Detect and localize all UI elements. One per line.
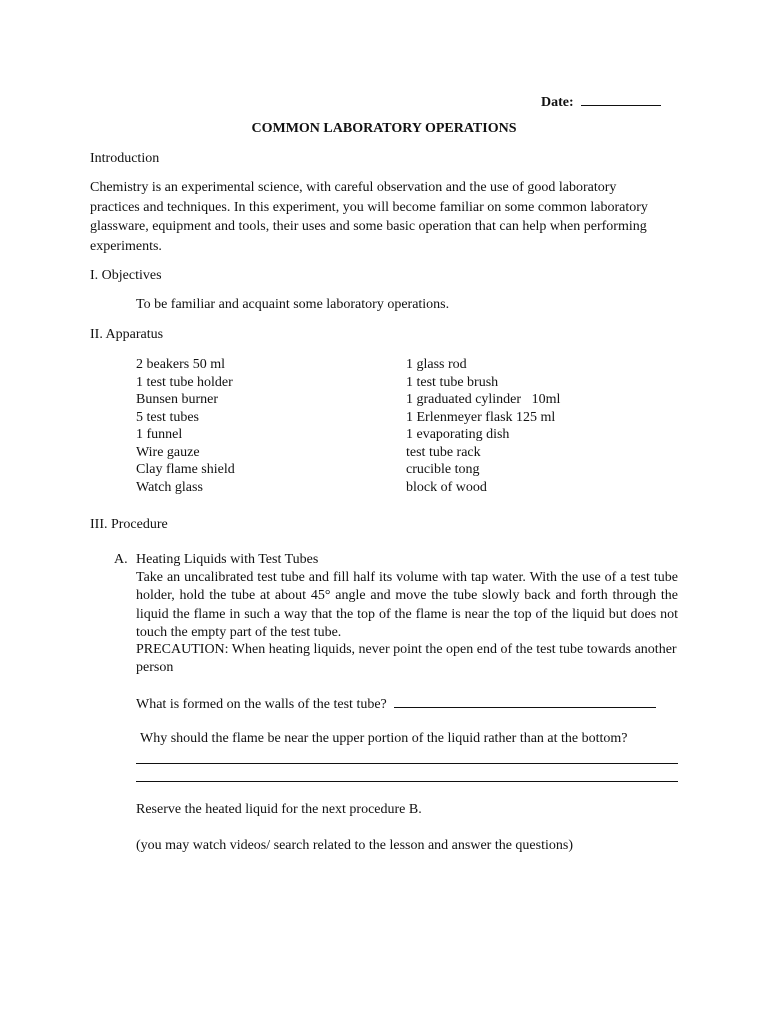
apparatus-right-item: 1 glass rod (406, 357, 467, 372)
reserve-note: Reserve the heated liquid for the next procedure B. (136, 802, 422, 817)
apparatus-left-item: Clay flame shield (136, 462, 235, 477)
answer-2-line[interactable] (136, 763, 678, 764)
procedure-a-marker: A. (114, 552, 128, 567)
apparatus-right-item: 1 evaporating dish (406, 427, 510, 442)
apparatus-heading: II. Apparatus (90, 327, 164, 342)
apparatus-left-item: 2 beakers 50 ml (136, 357, 226, 372)
document-title: COMMON LABORATORY OPERATIONS (251, 121, 517, 136)
date-label: Date: (541, 95, 574, 110)
intro-heading: Introduction (90, 151, 160, 166)
apparatus-right-item: test tube rack (406, 444, 481, 460)
apparatus-right-item: 1 graduated cylinder 10ml (406, 392, 561, 407)
answer-1-blank[interactable] (394, 694, 656, 708)
apparatus-left-item: 1 test tube holder (136, 374, 233, 390)
answer-2-line[interactable] (136, 781, 678, 782)
apparatus-right-item: 1 test tube brush (406, 374, 499, 390)
date-blank[interactable] (581, 92, 661, 106)
question-2-text: Why should the flame be near the upper portion of the liquid rather than at the bottom? (140, 731, 628, 746)
apparatus-left-item: 5 test tubes (136, 409, 199, 425)
research-note: (you may watch videos/ search related to the lesson and answer the questions) (136, 838, 573, 853)
procedure-heading: III. Procedure (90, 517, 168, 532)
apparatus-left-item: 1 funnel (136, 427, 183, 442)
apparatus-left-item: Bunsen burner (136, 392, 219, 407)
procedure-a-body: Take an uncalibrated test tube and fill half its volume with tap water. With the use of a test tube holder, hold the tube at about 45° angle and move the tube slowly back and forth through the liquid the flame in such a way that the top of the flame is near the top of the liquid but does not touch the empty part of the test tube. (136, 570, 678, 640)
objectives-text: To be familiar and acquaint some laboratory operations. (136, 297, 450, 312)
question-1 (136, 694, 656, 713)
apparatus-right-item: block of wood (406, 479, 487, 495)
precaution-text: PRECAUTION: When heating liquids, never point the open end of the test tube towards another person (136, 642, 677, 675)
apparatus-left-item: Watch glass (136, 479, 203, 495)
date-field (541, 92, 661, 111)
apparatus-right-item: 1 Erlenmeyer flask 125 ml (406, 409, 556, 425)
procedure-a-title: Heating Liquids with Test Tubes (136, 552, 319, 567)
question-1-text: What is formed on the walls of the test tube? (136, 697, 387, 712)
intro-paragraph: Chemistry is an experimental science, with careful observation and the use of good laboratory practices and techniques. In this experiment, you will become familiar on some common laboratory glassware, equipment and tools, their uses and some basic operation that can help when performing experiments. (90, 180, 648, 254)
apparatus-left-item: Wire gauze (136, 444, 200, 460)
apparatus-right-item: crucible tong (406, 462, 480, 477)
objectives-heading: I. Objectives (90, 268, 162, 283)
